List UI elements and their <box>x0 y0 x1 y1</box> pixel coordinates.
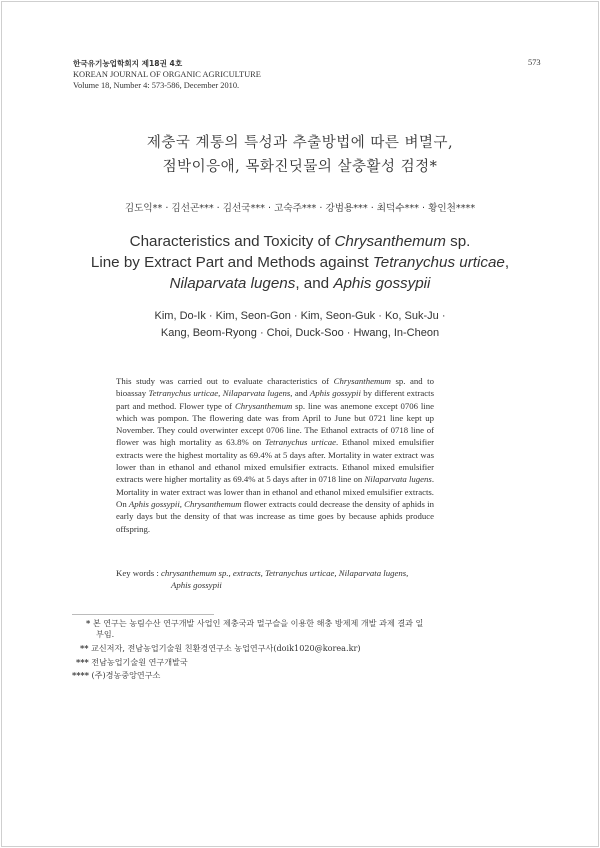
english-authors-line-2: Kang, Beom-Ryong · Choi, Duck-Soo · Hwang, In-Cheon <box>160 327 440 339</box>
footnote-affiliation-1: *** 전남농업기술원 연구개발국 <box>76 657 188 667</box>
volume-info: Volume 18, Number 4: 573-586, December 2010. <box>73 81 240 90</box>
keywords: Key words : chrysanthemum sp., extracts, Tetranychus urticae, Nilaparvata lugens, Aphis gossypii <box>116 568 409 591</box>
journal-name-en: KOREAN JOURNAL OF ORGANIC AGRICULTURE <box>73 70 261 79</box>
footnote-affiliation-2: **** (주)경농중앙연구소 <box>72 670 161 680</box>
korean-title-line-1: 제충국 계통의 특성과 추출방법에 따른 벼멸구, <box>146 135 454 151</box>
korean-authors: 김도익** · 김선곤*** · 김선국*** · 고숙주*** · 강범용*** · 최덕수*** · 황인천**** <box>124 203 476 214</box>
english-title-line-2: Line by Extract Part and Methods against Tetranychus urticae, <box>90 254 510 271</box>
abstract: This study was carried out to evaluate characteristics of Chrysanthemum sp. and to bioassay Tetranychus urticae, Nilaparvata lugens, and Aphis gossypii by different extracts part and method. Flower type of Chrysanthemum sp. line was anemone except 0706 line which was pompon. The flowering date was from April to June but 0721 line kept up November. They could overwinter except 0706 line. The Ethanol extracts of 0718 line of flower was high mortality as 63.8% on Tetranychus urticae. Ethanol mixed emulsifier extracts were the highest mortality as 69.4% at 5 days after. Mortality in water extract was lower than in ethanol and ethanol mixed emulsifier extracts. Ethanol mixed emulsifier extracts were higher mortality as 69.4% at 5 days after in 0718 line on Nilaparvata lugens. Mortality in water extract was lower than in ethanol and ethanol mixed emulsifier extracts. On Aphis gossypii, Chrysanthemum flower extracts could decrease the density of aphids in early days but the density of that was increase as time goes by because aphids produce offspring. <box>116 376 435 534</box>
footnote-corresponding: ** 교신저자, 전남농업기술원 친환경연구소 농업연구사(doik1020@korea.kr) <box>80 643 361 653</box>
footnote-separator <box>72 614 214 615</box>
korean-title-line-2: 점박이응애, 목화진딧물의 살충활성 검정* <box>162 159 438 175</box>
english-authors-line-1: Kim, Do-Ik · Kim, Seon-Gon · Kim, Seon-Guk · Ko, Suk-Ju · <box>154 310 446 322</box>
journal-header <box>73 58 261 91</box>
journal-name-kr: 한국유기농업학회지 제18권 4호 <box>73 59 183 68</box>
english-title-line-3: Nilaparvata lugens, and Aphis gossypii <box>169 275 431 292</box>
page-number: 573 <box>528 58 541 67</box>
footnote-funding: * 본 연구는 농림수산 연구개발 사업인 제충국과 멀구슬을 이용한 해충 방제제 개발 과제 결과 일 부임. <box>86 618 424 639</box>
english-title-line-1: Characteristics and Toxicity of Chrysanthemum sp. <box>129 233 471 250</box>
